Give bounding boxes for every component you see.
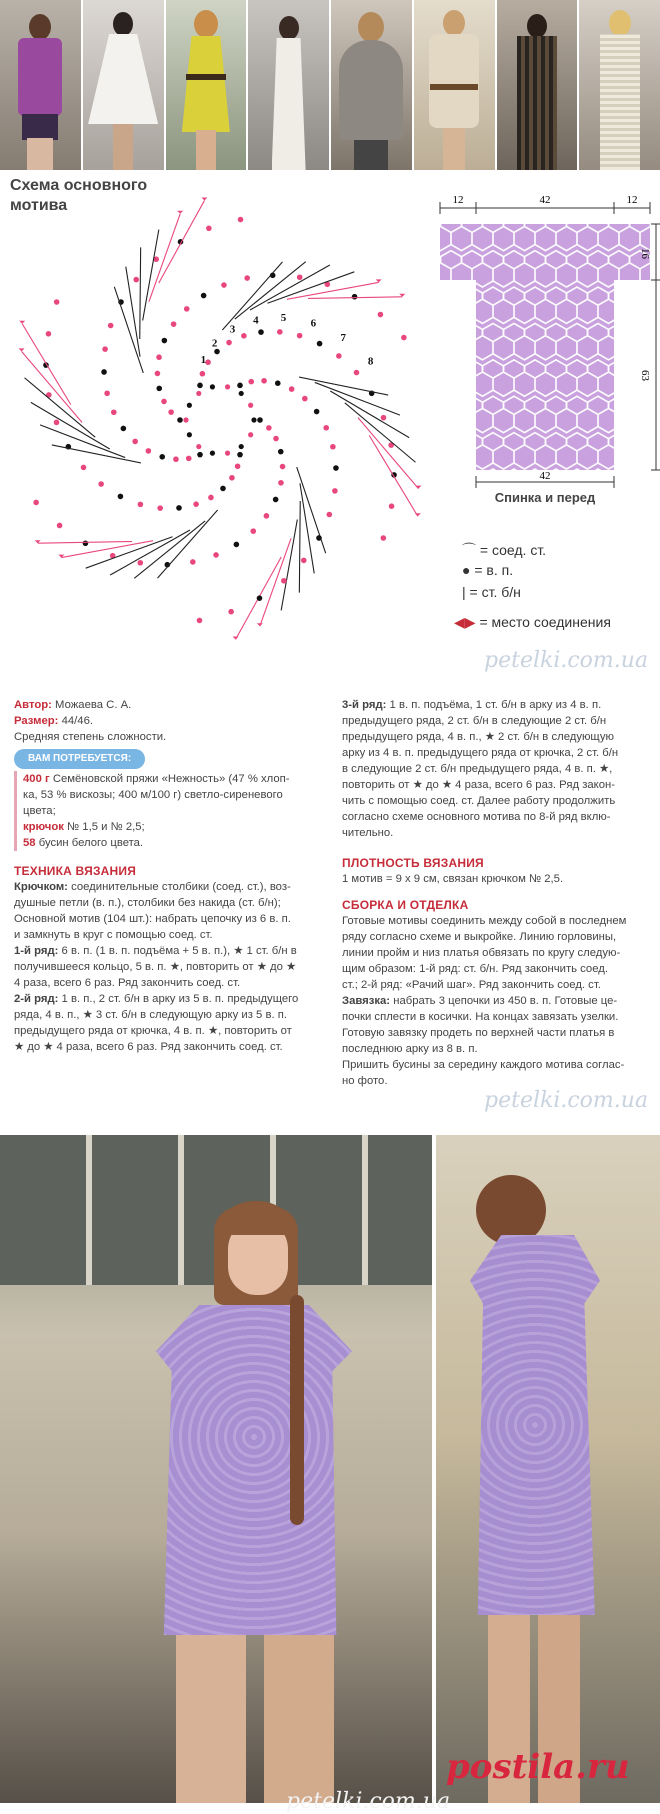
row-number: 2: [211, 337, 218, 350]
chain-dot: [133, 277, 139, 283]
center-ring-dot: [239, 391, 244, 396]
chain-dot: [197, 452, 203, 458]
tech-line: 2-й ряд: 1 в. п., 2 ст. б/н в арку из 5 в. п. предыдущего: [14, 993, 299, 1005]
chain-dot: [264, 513, 270, 519]
assembly-line: ст.; 2-й ряд: «Рачий шаг». Ряд закончить соед. ст.: [342, 979, 601, 991]
center-ring-dot: [239, 444, 244, 449]
chain-dot: [302, 396, 308, 402]
row-number: 3: [229, 323, 236, 336]
row3-line: согласно схеме основного мотива по 8-й ряд вклю-: [342, 811, 611, 823]
chain-dot: [316, 535, 322, 541]
chain-dot: [297, 274, 303, 280]
tech-line: ряда, 4 в. п., ★ 3 ст. б/н в следующую арку из 5 в. п.: [14, 1009, 287, 1021]
chain-dot: [238, 217, 244, 223]
row-number: 7: [340, 332, 346, 345]
mat1-text: Семёновской пряжи «Нежность» (47 % хлоп-: [52, 773, 290, 785]
chain-dot: [200, 371, 206, 377]
tech-line: и замкнуть в круг с помощью соед. ст.: [14, 929, 213, 941]
row3-line: повторить от ★ до ★ 4 раза, всего 6 раз. Ряд закон-: [342, 779, 616, 791]
chain-dot: [327, 512, 333, 518]
connection-arrow: [233, 636, 239, 639]
chain-dot: [257, 417, 263, 423]
stitch-line: [369, 435, 418, 516]
watermark-3: petelki.com.ua: [286, 1789, 451, 1814]
crochet-motif-diagram: [0, 190, 440, 650]
mat2-text: № 1,5 и № 2,5;: [67, 821, 145, 833]
stitch-line: [22, 324, 71, 405]
stitch-line: [299, 377, 388, 395]
legend-symbol-sc: |: [462, 584, 466, 600]
center-ring-dot: [183, 417, 188, 422]
legend-symbol-connect: ◀▶: [454, 614, 476, 630]
chain-dot: [159, 454, 165, 460]
stitch-line: [140, 247, 141, 339]
chain-dot: [228, 609, 234, 615]
chain-dot: [33, 500, 39, 506]
dress-photo-front: [0, 1135, 432, 1803]
tech-header: ТЕХНИКА ВЯЗАНИЯ: [14, 864, 137, 878]
row3-line: чительно.: [342, 827, 394, 839]
chain-dot: [54, 299, 60, 305]
chain-dot: [229, 475, 235, 481]
dress-photo-back: [436, 1135, 660, 1803]
chain-dot: [317, 341, 323, 347]
tech-line: душные петли (в. п.), столбики без накида (ст. б/н);: [14, 897, 281, 909]
chain-dot: [201, 293, 207, 299]
stitch-line: [110, 530, 190, 575]
mat1-text3: цвета;: [23, 805, 56, 817]
stitch-line: [235, 262, 306, 319]
assembly-line: щим образом: 1-й ряд: ст. б/н. Ряд закончить соед.: [342, 963, 608, 975]
chain-dot: [250, 528, 256, 534]
chain-dot: [121, 426, 127, 432]
chain-dot: [104, 390, 110, 396]
tech-line: получившееся кольцо, 5 в. п. ★, повторить от ★ до ★: [14, 961, 297, 973]
chain-dot: [278, 480, 284, 486]
chain-dot: [214, 349, 220, 355]
chain-dot: [156, 386, 162, 392]
assembly-line: но фото.: [342, 1075, 388, 1087]
left-text-column: [14, 697, 332, 1055]
legend-item-sc: [462, 584, 611, 614]
chain-dot: [314, 409, 320, 415]
chain-dot: [277, 329, 283, 335]
chain-dot: [275, 380, 281, 386]
back-hair: [476, 1175, 546, 1245]
assembly-line: линии пройм и низ платья обвязать по кругу следую-: [342, 947, 621, 959]
tech-label: 1-й ряд:: [14, 945, 59, 957]
chain-dot: [132, 439, 138, 445]
chain-dot: [137, 560, 143, 566]
legend-text-join: = соед. ст.: [479, 542, 547, 558]
chain-dot: [323, 425, 329, 431]
pattern-caption: Спинка и перед: [494, 490, 596, 505]
chain-dot: [162, 338, 168, 344]
legend-text-sc: = ст. б/н: [469, 584, 521, 600]
stitch-line: [143, 230, 159, 321]
size-value: 44/46.: [61, 715, 94, 727]
row3-label: 3-й ряд:: [342, 699, 387, 711]
stitch-line: [134, 521, 205, 578]
dim-side: 63: [639, 370, 651, 381]
center-ring-dot: [248, 432, 253, 437]
dim-top-right: 12: [626, 194, 638, 206]
mat3-bold: 58: [23, 837, 36, 849]
tech-line: 4 раза, всего 6 раз. Ряд закончить соед. ст.: [14, 977, 241, 989]
mat2-bold: крючок: [23, 821, 64, 833]
row3-lines: [342, 697, 654, 841]
chain-dot: [235, 463, 241, 469]
center-ring-dot: [187, 403, 192, 408]
assembly-header: СБОРКА И ОТДЕЛКА: [342, 898, 469, 912]
connection-arrow: [415, 513, 421, 516]
size-label: Размер:: [14, 715, 59, 727]
fashion-photo-8: [579, 0, 660, 170]
chain-dot: [171, 321, 177, 327]
tech-line: предыдущего ряда от крючка, 4 в. п. ★, повторить от: [14, 1025, 292, 1037]
fashion-photo-6: [414, 0, 495, 170]
stitch-line: [22, 351, 82, 422]
chain-dot: [186, 456, 192, 462]
chain-dot: [221, 282, 227, 288]
dress-photos: [0, 1135, 660, 1814]
assembly-line: Завязка: набрать 3 цепочки из 450 в. п. Готовые це-: [342, 995, 618, 1007]
stitch-line: [159, 201, 205, 284]
chain-dot: [261, 378, 267, 384]
tech-lines: [14, 879, 332, 1055]
row3-line: в следующие 2 ст. б/н предыдущего ряда, 4 в. п. ★,: [342, 763, 613, 775]
center-ring-dot: [196, 444, 201, 449]
connection-arrow: [201, 198, 207, 201]
center-ring-dot: [196, 391, 201, 396]
stitch-line: [358, 418, 418, 489]
connection-arrow: [376, 279, 382, 282]
chain-dot: [257, 595, 263, 601]
fashion-photo-strip: [0, 0, 660, 170]
row-number: 1: [200, 354, 207, 367]
chain-dot: [197, 618, 203, 624]
materials-block: [14, 771, 332, 851]
watermark-postila: postila.ru: [446, 1747, 630, 1787]
chain-dot: [156, 354, 162, 360]
dim-top-left: 12: [452, 194, 464, 206]
chain-dot: [146, 448, 152, 454]
chain-dot: [278, 449, 284, 455]
diagram-title-line2: мотива: [10, 197, 68, 214]
chain-dot: [258, 329, 264, 335]
legend-symbol-chain: ●: [462, 562, 471, 578]
chain-dot: [57, 523, 63, 529]
chain-dot: [111, 409, 117, 415]
assembly-line: Готовые мотивы соединить между собой в последнем: [342, 915, 627, 927]
chain-dot: [301, 558, 307, 564]
legend-text-connect: = место соединения: [479, 614, 611, 630]
center-ring-dot: [225, 451, 230, 456]
center-ring-dot: [210, 451, 215, 456]
mat1-bold: 400 г: [23, 773, 50, 785]
chain-dot: [234, 542, 240, 548]
chain-dot: [46, 331, 52, 337]
chain-dot: [333, 465, 339, 471]
chain-dot: [389, 503, 395, 509]
dim-top-mid: 42: [539, 194, 551, 206]
chain-dot: [281, 578, 287, 584]
stitch-line: [40, 425, 125, 458]
legend-item-connect: [454, 614, 611, 636]
center-ring-dot: [248, 403, 253, 408]
row3-line: предыдущего ряда, 2 ст. б/н в следующие 2 ст. б/н: [342, 715, 607, 727]
chain-dot: [237, 383, 243, 389]
chain-dot: [155, 371, 161, 377]
assembly-line: последнюю арку из 8 в. п.: [342, 1043, 478, 1055]
chain-dot: [108, 323, 114, 329]
tech-line: Крючком: соединительные столбики (соед. ст.), воз-: [14, 881, 291, 893]
chain-dot: [118, 494, 124, 500]
chain-dot: [220, 486, 226, 492]
fashion-photo-3: [166, 0, 247, 170]
author-line: [14, 697, 332, 713]
chain-dot: [381, 535, 387, 541]
author-value: Можаева С. А.: [55, 699, 132, 711]
chain-dot: [241, 333, 247, 339]
connection-arrow: [19, 321, 25, 324]
chain-dot: [193, 501, 199, 507]
assembly-label: Завязка:: [342, 995, 391, 1007]
braid: [290, 1295, 304, 1525]
chain-dot: [138, 502, 144, 508]
center-ring-dot: [225, 384, 230, 389]
chain-dot: [176, 505, 182, 511]
connection-arrow: [19, 348, 25, 351]
watermark-2: petelki.com.ua: [484, 1088, 649, 1113]
legend: [454, 540, 611, 636]
chain-dot: [289, 386, 295, 392]
stitch-line: [114, 287, 143, 373]
legend-text-chain: = в. п.: [474, 562, 514, 578]
chain-dot: [205, 359, 211, 365]
chain-dot: [378, 312, 384, 318]
assembly-line: Пришить бусины за середину каждого мотива соглас-: [342, 1059, 625, 1071]
chain-dot: [354, 370, 360, 376]
chain-dot: [102, 346, 108, 352]
author-label: Автор:: [14, 699, 52, 711]
chain-dot: [352, 294, 358, 300]
tech-label: Крючком:: [14, 881, 68, 893]
chain-dot: [98, 481, 104, 487]
chain-dot: [184, 306, 190, 312]
legend-item-join: [462, 540, 611, 562]
tech-line: ★ до ★ 4 раза, всего 6 раз. Ряд закончить соед. ст.: [14, 1041, 283, 1053]
tech-label: 2-й ряд:: [14, 993, 59, 1005]
center-ring-dot: [210, 384, 215, 389]
dim-bottom: 42: [539, 470, 551, 482]
density-text: 1 мотив = 9 х 9 см, связан крючком № 2,5.: [342, 873, 564, 885]
stitch-line: [297, 467, 326, 553]
mat1-text2: ка, 53 % вискозы; 400 м/100 г) светло-сиреневого: [23, 789, 283, 801]
watermark-1: petelki.com.ua: [484, 648, 649, 673]
chain-dot: [330, 444, 336, 450]
chain-dot: [54, 420, 60, 426]
chain-dot: [213, 552, 219, 558]
row3-line: 3-й ряд: 1 в. п. подъёма, 1 ст. б/н в арку из 4 в. п.: [342, 699, 602, 711]
density-header: ПЛОТНОСТЬ ВЯЗАНИЯ: [342, 856, 484, 870]
chain-dot: [332, 488, 338, 494]
chain-dot: [157, 505, 163, 511]
mat3-text: бусин белого цвета.: [38, 837, 144, 849]
chain-dot: [297, 333, 303, 339]
difficulty-line: Средняя степень сложности.: [14, 731, 167, 743]
assembly-line: ряду согласно схеме и выкройке. Линию горловины,: [342, 931, 617, 943]
fashion-photo-4: [248, 0, 329, 170]
row-number: 5: [280, 312, 287, 325]
stitch-line: [52, 445, 141, 463]
assembly-line: почки сплести в косички. На концах завязать узелки.: [342, 1011, 619, 1023]
row-number: 4: [253, 314, 259, 327]
connection-arrow: [257, 623, 263, 626]
legs: [176, 1635, 246, 1803]
chain-dot: [248, 379, 254, 385]
chain-dot: [190, 559, 196, 565]
stitch-line: [315, 382, 400, 415]
connection-arrow: [177, 211, 183, 214]
stitch-line: [281, 519, 297, 610]
chain-dot: [381, 415, 387, 421]
chain-dot: [168, 409, 174, 415]
fashion-photo-7: [497, 0, 578, 170]
stitch-line: [299, 501, 300, 593]
chain-dot: [226, 340, 232, 346]
stitch-line: [158, 510, 218, 578]
need-pill: ВАМ ПОТРЕБУЕТСЯ:: [14, 749, 145, 769]
chain-dot: [273, 497, 279, 503]
chain-dot: [266, 425, 272, 431]
stitch-line: [250, 265, 330, 310]
legend-symbol-join: ⌒: [462, 542, 476, 558]
chain-dot: [101, 369, 107, 375]
chain-dot: [208, 495, 214, 501]
chain-dot: [173, 456, 179, 462]
chain-dot: [81, 465, 87, 471]
chain-dot: [273, 436, 279, 442]
connection-arrow: [415, 486, 421, 489]
assembly-line: Готовую завязку продеть по верхней части платья в: [342, 1027, 615, 1039]
tech-line: 1-й ряд: 6 в. п. (1 в. п. подъёма + 5 в. п.), ★ 1 ст. б/н в: [14, 945, 297, 957]
row3-line: предыдущего ряда, 4 в. п., ★ 2 ст. б/н в следующую: [342, 731, 614, 743]
chain-dot: [177, 417, 183, 423]
chain-dot: [336, 353, 342, 359]
chain-dot: [161, 399, 167, 405]
right-text-column: [342, 697, 654, 1089]
chain-dot: [244, 275, 250, 281]
chain-dot: [237, 452, 243, 458]
chain-dot: [401, 335, 407, 341]
bangs: [214, 1207, 298, 1235]
legend-item-chain: [462, 562, 611, 584]
chain-dot: [280, 464, 286, 470]
tech-line: Основной мотив (104 шт.): набрать цепочку из 6 в. п.: [14, 913, 291, 925]
dim-side-top: 16: [639, 248, 651, 259]
chain-dot: [206, 226, 212, 232]
row3-line: арку из 4 в. п. предыдущего ряда от крючка, 2 ст. б/н: [342, 747, 619, 759]
row3-line: чить с помощью соед. ст. Далее работу продолжить: [342, 795, 616, 807]
diagram-title-line1: Схема основного: [10, 177, 148, 194]
center-ring-dot: [251, 417, 256, 422]
size-line: [14, 713, 332, 729]
fashion-photo-5: [331, 0, 412, 170]
row-number: 8: [367, 355, 374, 368]
chain-dot: [197, 383, 203, 389]
fashion-photo-2: [83, 0, 164, 170]
assembly-lines: [342, 913, 654, 1089]
row-number: 6: [310, 317, 317, 330]
chain-dot: [83, 540, 89, 546]
fashion-photo-1: [0, 0, 81, 170]
dress-pattern-schematic: [430, 190, 660, 510]
center-ring-dot: [187, 432, 192, 437]
